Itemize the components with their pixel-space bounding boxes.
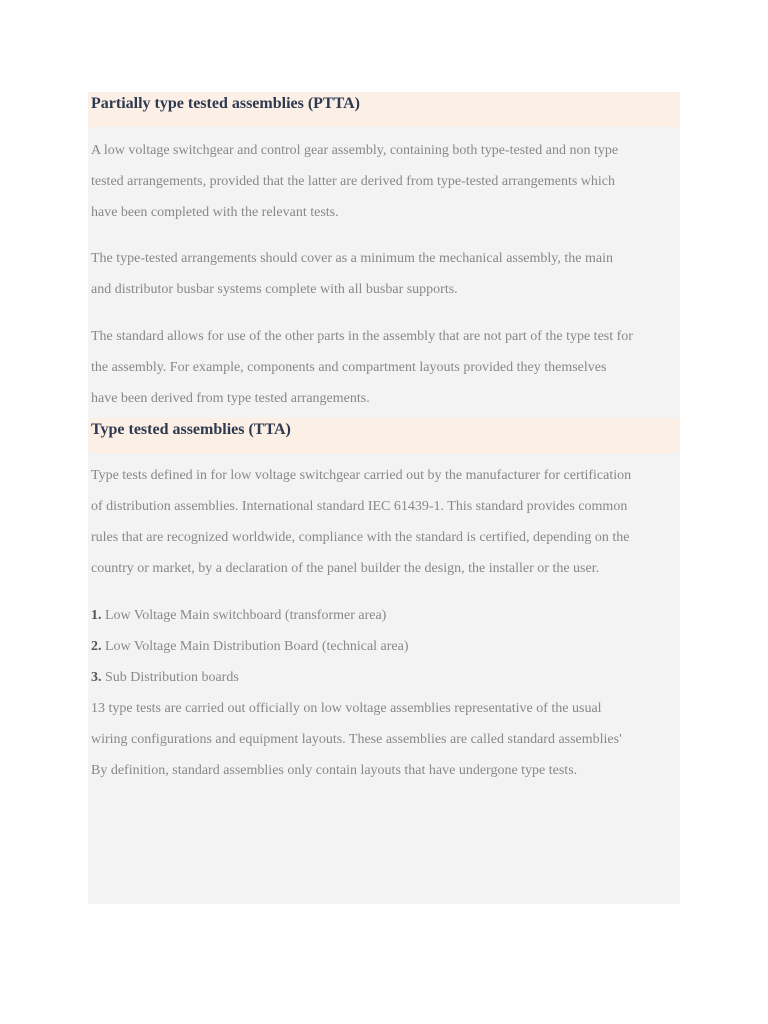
list-text: Sub Distribution boards xyxy=(101,670,239,685)
text-line: of distribution assemblies. International standard IEC 61439-1. This standard provides common xyxy=(91,499,628,514)
list-number: 1. xyxy=(91,608,102,623)
tta-paragraph-1 xyxy=(91,460,681,584)
text-line: A low voltage switchgear and control gear assembly, containing both type-tested and non type xyxy=(91,143,619,158)
text-line: 13 type tests are carried out officially on low voltage assemblies representative of the usual xyxy=(91,701,602,716)
list-item xyxy=(91,662,409,693)
ptta-paragraph-2 xyxy=(91,243,681,305)
tta-paragraph-2 xyxy=(91,693,681,786)
assembly-list xyxy=(91,600,409,693)
text-line: By definition, standard assemblies only contain layouts that have undergone type tests. xyxy=(91,763,578,778)
text-line: tested arrangements, provided that the latter are derived from type-tested arrangements which xyxy=(91,174,616,189)
text-line: Type tests defined in for low voltage switchgear carried out by the manufacturer for certification xyxy=(91,468,632,483)
list-item xyxy=(91,600,409,631)
list-text: Low Voltage Main Distribution Board (technical area) xyxy=(101,639,409,654)
text-line: rules that are recognized worldwide, compliance with the standard is certified, depending on the xyxy=(91,530,630,545)
list-item xyxy=(91,631,409,662)
section-heading-tta: Type tested assemblies (TTA) xyxy=(88,418,680,453)
text-line: country or market, by a declaration of the panel builder the design, the installer or the user. xyxy=(91,561,600,576)
text-line: The type-tested arrangements should cover as a minimum the mechanical assembly, the main xyxy=(91,251,613,266)
list-number: 3. xyxy=(91,670,102,685)
ptta-paragraph-1 xyxy=(91,135,681,228)
text-line: The standard allows for use of the other parts in the assembly that are not part of the type test for xyxy=(91,329,633,344)
list-number: 2. xyxy=(91,639,102,654)
text-line: the assembly. For example, components and compartment layouts provided they themselves xyxy=(91,360,607,375)
section-heading-ptta: Partially type tested assemblies (PTTA) xyxy=(88,92,680,127)
list-text: Low Voltage Main switchboard (transformer area) xyxy=(101,608,387,623)
ptta-paragraph-3 xyxy=(91,321,681,414)
text-line: and distributor busbar systems complete with all busbar supports. xyxy=(91,282,458,297)
text-line: have been derived from type tested arrangements. xyxy=(91,391,370,406)
text-line: wiring configurations and equipment layouts. These assemblies are called standard assemblies' xyxy=(91,732,622,747)
text-line: have been completed with the relevant tests. xyxy=(91,205,339,220)
